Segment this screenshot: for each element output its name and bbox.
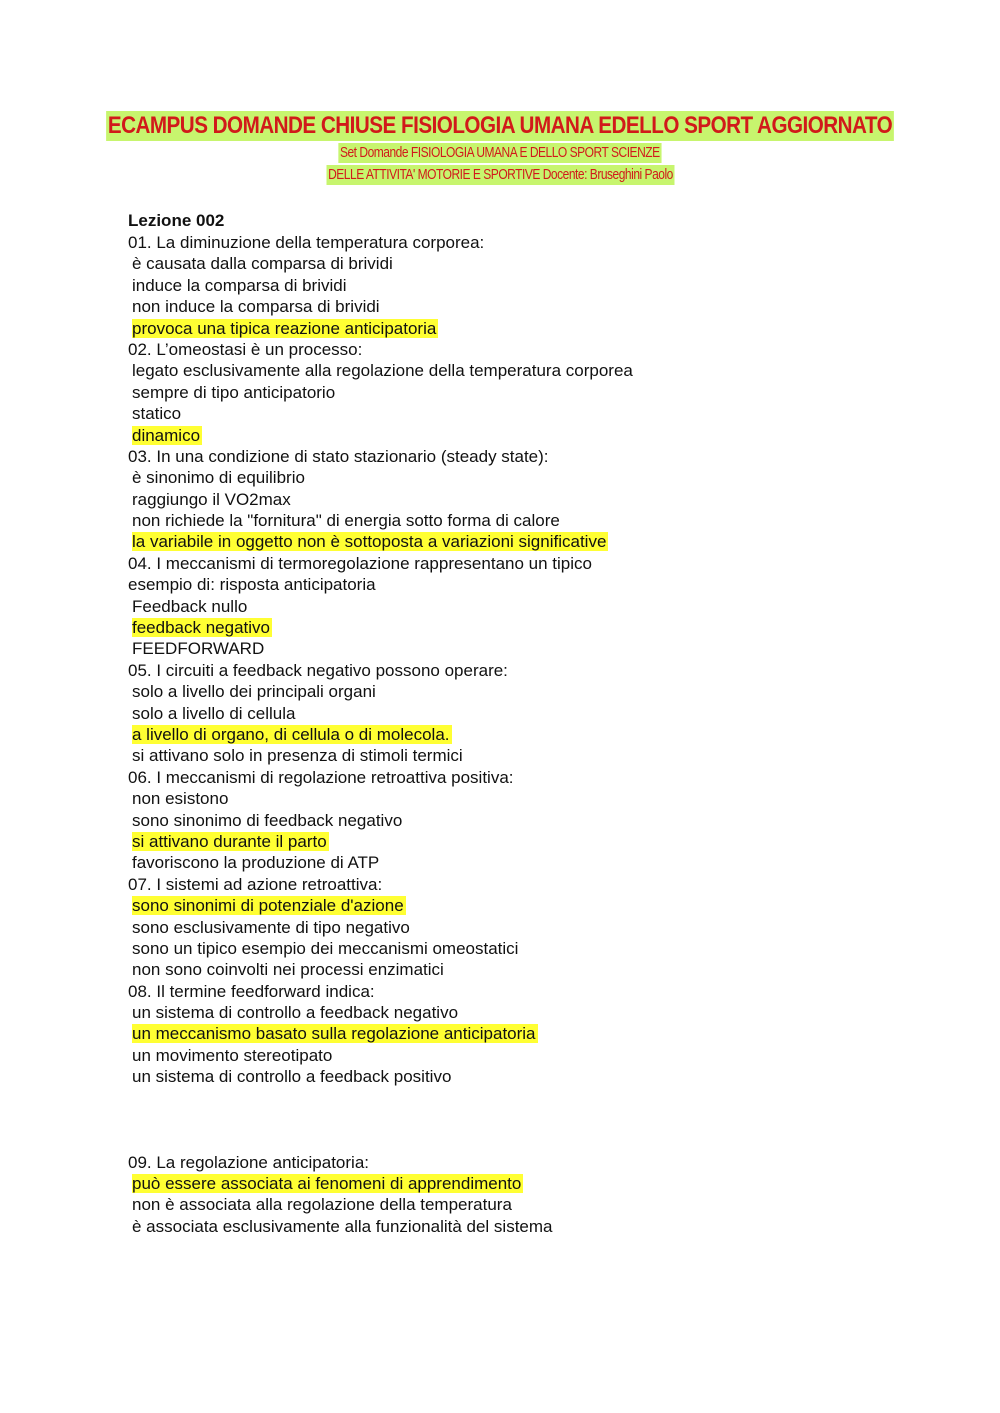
answer-text: può essere associata ai fenomeni di apprendimento — [132, 1174, 522, 1194]
answer-text: non esistono — [132, 789, 229, 809]
answer-option — [128, 275, 928, 296]
answer-option — [128, 1216, 928, 1237]
answer-option-correct — [128, 1023, 928, 1044]
answer-text: raggiungo il VO2max — [132, 489, 291, 509]
questions-container — [128, 232, 928, 1237]
answer-text: sono sinonimo di feedback negativo — [132, 810, 403, 830]
document-title: ECAMPUS DOMANDE CHIUSE FISIOLOGIA UMANA EDELLO SPORT AGGIORNATO — [107, 112, 893, 139]
answer-option — [128, 852, 928, 873]
lesson-title: Lezione 002 — [128, 211, 225, 230]
answer-option-correct — [128, 831, 928, 852]
answer-text: FEEDFORWARD — [132, 639, 265, 659]
question-text: 02. L’omeostasi è un processo: — [128, 339, 363, 359]
answer-option — [128, 745, 928, 766]
document-subtitle-line-2: DELLE ATTIVITA' MOTORIE E SPORTIVE Docente: Bruseghini Paolo — [327, 166, 673, 183]
answer-text: favoriscono la produzione di ATP — [132, 853, 380, 873]
answer-text: non richiede la "fornitura" di energia sotto forma di calore — [132, 511, 560, 531]
answer-option — [128, 917, 928, 938]
question-text: 06. I meccanismi di regolazione retroattiva positiva: — [128, 767, 514, 787]
answer-text: si attivano durante il parto — [132, 831, 327, 851]
question-text: 09. La regolazione anticipatoria: — [128, 1152, 369, 1172]
answer-text: non induce la comparsa di brividi — [132, 297, 380, 317]
answer-text: provoca una tipica reazione anticipatoria — [132, 318, 437, 338]
answer-option — [128, 681, 928, 702]
question-text: 04. I meccanismi di termoregolazione rappresentano un tipico — [128, 553, 592, 573]
question-block — [128, 981, 928, 1088]
answer-option-correct — [128, 617, 928, 638]
answer-text: Feedback nullo — [132, 596, 248, 616]
question-block — [128, 446, 928, 553]
answer-option — [128, 296, 928, 317]
answer-text: solo a livello di cellula — [132, 703, 296, 723]
answer-text: è associata esclusivamente alla funzionalità del sistema — [132, 1216, 553, 1236]
question-block — [128, 660, 928, 767]
answer-option — [128, 467, 928, 488]
answer-option — [128, 1002, 928, 1023]
answer-text: un meccanismo basato sulla regolazione anticipatoria — [132, 1024, 536, 1044]
answer-option — [128, 938, 928, 959]
answer-option — [128, 1045, 928, 1066]
answer-text: legato esclusivamente alla regolazione della temperatura corporea — [132, 361, 633, 381]
answer-text: è causata dalla comparsa di brividi — [132, 254, 393, 274]
answer-text: solo a livello dei principali organi — [132, 682, 376, 702]
answer-text: la variabile in oggetto non è sottoposta a variazioni significative — [132, 532, 607, 552]
question-list — [128, 210, 928, 1237]
answer-option — [128, 403, 928, 424]
question-text: 05. I circuiti a feedback negativo possono operare: — [128, 660, 508, 680]
question-text: 03. In una condizione di stato stazionario (steady state): — [128, 446, 549, 466]
answer-option — [128, 596, 928, 617]
answer-text: sempre di tipo anticipatorio — [132, 382, 336, 402]
answer-option — [128, 489, 928, 510]
question-block — [128, 874, 928, 981]
answer-option-correct — [128, 895, 928, 916]
answer-text: feedback negativo — [132, 618, 270, 638]
answer-text: un movimento stereotipato — [132, 1045, 333, 1065]
answer-text: dinamico — [132, 425, 201, 445]
answer-option — [128, 959, 928, 980]
answer-text: sono sinonimi di potenziale d'azione — [132, 896, 404, 916]
answer-text: induce la comparsa di brividi — [132, 275, 347, 295]
answer-option — [128, 382, 928, 403]
document-subtitle-line-1: Set Domande FISIOLOGIA UMANA E DELLO SPORT SCIENZE — [340, 144, 660, 161]
question-block — [128, 232, 928, 339]
answer-option-correct — [128, 724, 928, 745]
document-header — [0, 111, 1000, 187]
answer-option — [128, 788, 928, 809]
answer-text: sono esclusivamente di tipo negativo — [132, 917, 410, 937]
answer-text: un sistema di controllo a feedback positivo — [132, 1067, 452, 1087]
question-text: esempio di: risposta anticipatoria — [128, 575, 376, 595]
question-text: 07. I sistemi ad azione retroattiva: — [128, 874, 383, 894]
answer-text: statico — [132, 404, 182, 424]
answer-text: a livello di organo, di cellula o di molecola. — [132, 724, 450, 744]
answer-text: un sistema di controllo a feedback negativo — [132, 1003, 459, 1023]
answer-text: non è associata alla regolazione della temperatura — [132, 1195, 512, 1215]
answer-option-correct — [128, 1173, 928, 1194]
answer-option — [128, 1194, 928, 1215]
answer-option — [128, 510, 928, 531]
answer-option — [128, 703, 928, 724]
answer-option — [128, 1066, 928, 1087]
answer-option — [128, 810, 928, 831]
page-gap — [128, 1088, 928, 1152]
question-text: 01. La diminuzione della temperatura corporea: — [128, 233, 485, 252]
answer-option-correct — [128, 531, 928, 552]
answer-text: sono un tipico esempio dei meccanismi omeostatici — [132, 938, 519, 958]
question-block — [128, 767, 928, 874]
answer-text: è sinonimo di equilibrio — [132, 468, 305, 488]
question-block — [128, 1152, 928, 1238]
question-block — [128, 553, 928, 660]
question-block — [128, 339, 928, 446]
answer-text: non sono coinvolti nei processi enzimatici — [132, 960, 444, 980]
answer-option — [128, 638, 928, 659]
answer-option — [128, 360, 928, 381]
answer-option-correct — [128, 425, 928, 446]
answer-option — [128, 253, 928, 274]
question-text: 08. Il termine feedforward indica: — [128, 981, 375, 1001]
answer-option-correct — [128, 318, 928, 339]
answer-text: si attivano solo in presenza di stimoli termici — [132, 746, 463, 766]
